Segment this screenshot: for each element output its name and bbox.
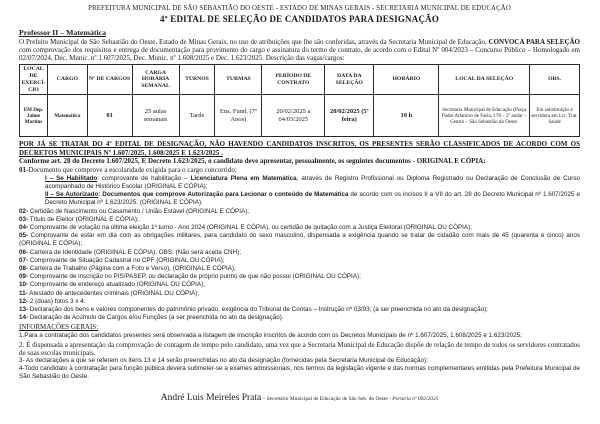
table-cell: 10 h — [374, 95, 439, 137]
table-cell: 25 aulas semanais — [132, 95, 179, 137]
info-item: 2. É dispensada a apresentação da comprovação de contagem de tempo pelo candidato, uma vez que a Secretaria Municipal de Educação dispõe de relação de tempo de todos os servidores contratados de suas escolas municipais. — [19, 340, 580, 357]
table-header-cell: CARGO — [47, 65, 87, 95]
position-heading: Professor II – Matemática — [19, 27, 106, 37]
general-info-list — [19, 332, 580, 381]
info-item: 4-Todo candidato à contratação para função pública deverá submeter-se a exames admissionais, nos termos da legislação vigente e das normas complementares emitidas pela Prefeitura Municipal de São Sebastião do Oeste. — [19, 365, 580, 381]
table-cell: Secretaria Municipal de Educação (Praça Padre Altamiro de Faria, 178 – 2º andar – Centro – São Sebastião do Oeste. — [439, 95, 530, 137]
info-item: 1.Para a contratação dos candidatos presentes será observada a listagem de inscrição inscritos de acordo com os Decretos Municipais de nº 1.607/2025, 1.608/2025 e 1.623/2025; — [19, 332, 522, 340]
document-item: 09- Comprovante de inscrição no PIS/PASEP, ou declaração de próprio punho de que não possui (ORIGINAL OU CÓPIA); — [19, 273, 361, 281]
document-item: I – Se Habilitado: comprovante de habilitação – Licenciatura Plena em Matemática, através de Registro Profissional ou Diploma Registrado ou Declaração de Conclusão de Curso acompanhado de Histórico Escolar (ORIGINAL E CÓPIA); — [45, 174, 581, 190]
document-item: 10- Comprovante de endereço atualizado (ORIGINAL OU CÓPIA); — [19, 281, 205, 289]
table-header-cell: LOCAL DA SELEÇÃO — [439, 65, 530, 95]
document-item: 03- Título de Eleitor (ORIGINAL E CÓPIA); — [19, 215, 139, 223]
document-item: 12- 2 (duas) fotos 3 x 4. — [19, 297, 86, 305]
table-cell: 20/02/2025 a 04/03/2025 — [262, 95, 325, 137]
table-cell: Tarde — [179, 95, 215, 137]
table-cell: Ens. Fund. (7º Anos) — [215, 95, 262, 137]
document-item: 04- Comprovante de votação na última eleição 1º turno - Ano 2024 (ORIGINAL E CÓPIA), ou certidão de quitação com a Justiça Eleitoral (ORIGINAL OU CÓPIA); — [19, 223, 472, 231]
org-header: PREFEITURA MUNICIPAL DE SÃO SEBASTIÃO DO OESTE - ESTADO DE MINAS GERAIS - SECRETARIA MUNICIPAL DE EDUCAÇÃO — [88, 5, 511, 12]
table-cell: Em substituição à servidora em Lic. Trat. Saúde — [530, 95, 580, 137]
document-item: 06- Carteira de Identidade (ORIGINAL E CÓPIA). OBS: (Não será aceita CNH); — [19, 248, 241, 256]
signature-separator: – — [261, 395, 267, 402]
signatory-role: Secretário Municipal de Educação de São Seb. do Oeste — [266, 395, 388, 402]
document-item: 07- Comprovante de Situação Cadastral no CPF (ORIGINAL OU CÓPIA); — [19, 256, 225, 264]
document-item: 01-Documento que comprove a escolaridade exigida para o cargo concorrido: — [19, 166, 237, 175]
table-row — [20, 95, 580, 137]
general-info-heading: INFORMAÇÕES GERAIS: — [19, 323, 99, 332]
intro-paragraph: O Prefeito Municipal de São Sebastião do Oeste, Estado de Minas Gerais, no uso de atribuições que lhe são conferidas, através da Secretaria Municipal de Educação, CONVOCA PARA SELEÇÃO com comprovação dos requisitos e entrega de documentação para provimento do cargo e assinatura do termo de contrato, de acordo com o Edital Nº 004/2023 – Concurso Público – Homologado em 02/07/2024, Dec. Munic. nº 1.607/2025, Dec. Munic. nº 1.608/2025 e Dec. 1.623/2025. Descrição das vagas/cargos: — [19, 37, 580, 62]
table-header-cell: PERÍODO DE CONTRATO — [262, 65, 325, 95]
info-item: 3- As declarações a que se referem os itens 13 e 14 serão preenchidas no ato da designação (fornecidas pela Secretaria Municipal de Educação); — [19, 356, 428, 364]
table-header-cell: HORÁRIO — [374, 65, 439, 95]
table-header-cell: TURMAS — [215, 65, 262, 95]
documents-list — [19, 166, 580, 322]
table-header-cell: TURNOS — [179, 65, 215, 95]
document-item: 05- Comprovante de estar em dia com as obrigações militares, para candidato do sexo masculino, dispensada a exigência quando se tratar de cidadão com mais de 45 (quarenta e cinco) anos (ORIGINAL E CÓPIA); — [19, 232, 580, 248]
documents-intro: Conforme art. 28 do Decreto 1.607/2025, E Decreto 1.623/2025, o candidato deve apresentar, pessoalmente, os seguintes documentos - ORIGINAL E CÓPIA: — [19, 157, 486, 166]
table-header-cell: OBS. — [530, 65, 580, 95]
table-header-row — [20, 65, 580, 95]
signatory-name: André Luis Meireles Prata — [160, 392, 262, 403]
table-header-cell: LOCAL DE EXERCÍ- CIO — [20, 65, 48, 95]
document-item: 02- Certidão de Nascimento ou Casamento / União Estável (ORIGINAL E CÓPIA); — [19, 207, 250, 215]
document-item: 08- Carteira de Trabalho (Página com a Foto e Verso), (ORIGINAL E CÓPIA); — [19, 264, 236, 272]
table-header-cell: DATA DA SELEÇÃO — [325, 65, 374, 95]
edital-title: 4º EDITAL DE SELEÇÃO DE CANDIDATOS PARA DESIGNAÇÃO — [159, 13, 440, 24]
table-cell: EM Dep. Jaime Martins — [20, 95, 48, 137]
signature-line — [19, 387, 580, 405]
table-header-cell: Nº DE CARGOS — [87, 65, 132, 95]
table-cell: 01 — [87, 95, 132, 137]
vacancies-table — [19, 64, 580, 137]
table-cell: Matemática — [47, 95, 87, 137]
document-item: 14- Declaração de Acúmulo de Cargos e/ou Funções (a ser preenchida no ato da designação). — [19, 314, 284, 322]
document-item: II – Se Autorizado: Documentos que comprove Autorização para Lecionar o conteúdo de Matemática de acordo com os incisos II a VII do art. 28 do Decreto Municipal nº 1.607/2025 e Decreto Municipal nº 1.623/2025. (ORIGINAL E CÓPIA). — [45, 191, 580, 207]
classification-notice: POR JÁ SE TRATAR DO 4º EDITAL DE DESIGNAÇÃO, NÃO HAVENDO CANDIDATOS INSCRITOS, OS PRESENTES SERÃO CLASSIFICADOS DE ACORDO COM OS DECRETOS MUNICIPAIS Nº 1.607/2025, 1.608/2025 E 1.623/2025 . — [19, 140, 580, 157]
signature-portaria: Portaria nº 002/2025 — [392, 395, 439, 402]
table-header-cell: CARGA HORÁRIA SEMANAL — [132, 65, 179, 95]
document-item: 13- Declaração dos bens e valores componentes do patrimônio privado, exigência do Tribunal de Contas – Instrução nº 03/93; (a ser preenchida no ato da designação); — [19, 305, 488, 313]
signature-separator-2: - — [387, 395, 393, 402]
document-item: 11- Atestado de antecedentes criminais (ORIGINAL OU CÓPIA); — [19, 289, 200, 297]
table-cell: 20/02/2025 (5ª feira) — [325, 95, 374, 137]
